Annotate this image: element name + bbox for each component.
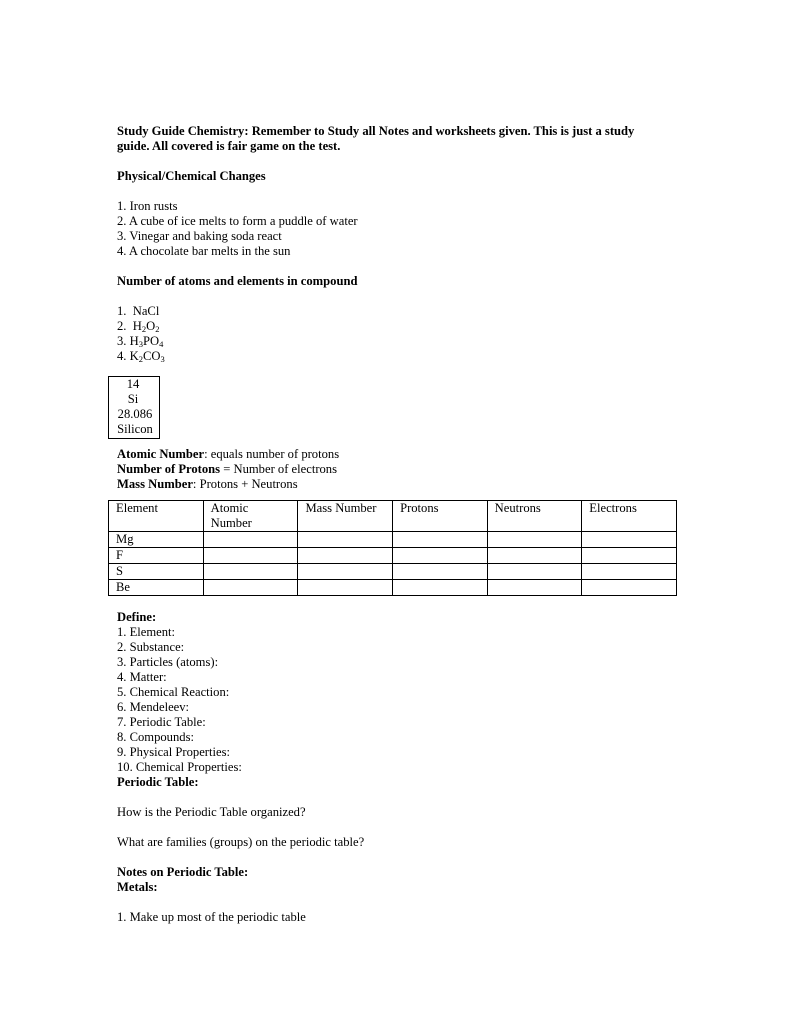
formula-symbol: H (132, 319, 142, 333)
list-item: 6. Mendeleev: (117, 700, 190, 714)
list-item: 1. Element: (117, 625, 176, 639)
table-header-cell: Mass Number (298, 501, 393, 532)
table-cell[interactable] (393, 532, 488, 548)
table-cell[interactable] (487, 580, 582, 596)
table-cell[interactable] (582, 548, 677, 564)
table-cell[interactable] (582, 532, 677, 548)
table-header-cell: Neutrons (487, 501, 582, 532)
table-cell[interactable] (487, 564, 582, 580)
formula-item (117, 334, 677, 349)
formula-item (117, 349, 677, 364)
table-cell[interactable] (298, 564, 393, 580)
list-item: 4. A chocolate bar melts in the sun (117, 244, 291, 258)
formula-item (117, 304, 677, 319)
atomic-number-term: Atomic Number (117, 447, 205, 461)
formula-number: 4. (117, 349, 130, 363)
table-cell: F (109, 548, 204, 564)
list-item: 9. Physical Properties: (117, 745, 230, 759)
formula-symbol: O (146, 319, 156, 333)
atomic-number-text: : equals number of protons (204, 447, 340, 461)
periodic-table-heading: Periodic Table: (117, 775, 199, 789)
list-item: 2. A cube of ice melts to form a puddle of water (117, 214, 358, 228)
protons-text: = Number of electrons (220, 462, 338, 476)
table-header-cell: Element (109, 501, 204, 532)
table-cell[interactable] (487, 532, 582, 548)
mass-number-term: Mass Number (117, 477, 193, 491)
table-row (109, 564, 677, 580)
formula-symbol: H (129, 334, 139, 348)
table-row (109, 532, 677, 548)
doc-title-line-2: guide. All covered is fair game on the test. (117, 139, 341, 153)
formula-subscript: 2 (141, 324, 147, 334)
table-cell[interactable] (203, 564, 298, 580)
table-cell[interactable] (298, 548, 393, 564)
notes-heading: Notes on Periodic Table: (117, 865, 249, 879)
element-box-number: 14 (126, 377, 140, 391)
formula-number: 2. (117, 319, 133, 333)
list-item: 5. Chemical Reaction: (117, 685, 230, 699)
formula-symbol: PO (142, 334, 160, 348)
formula-symbol: CO (142, 349, 161, 363)
periodic-question-1: How is the Periodic Table organized? (117, 805, 306, 819)
protons-def (117, 462, 677, 477)
table-cell[interactable] (298, 580, 393, 596)
mass-number-def (117, 477, 677, 492)
table-cell[interactable] (203, 580, 298, 596)
table-cell: Be (109, 580, 204, 596)
formula-symbol: K (129, 349, 139, 363)
formula-subscript: 3 (138, 339, 143, 349)
element-box-symbol: Si (127, 392, 139, 406)
periodic-question-2: What are families (groups) on the periodic table? (117, 835, 365, 849)
table-cell[interactable] (393, 564, 488, 580)
table-header-row (109, 501, 677, 532)
list-item: 4. Matter: (117, 670, 167, 684)
list-item: 10. Chemical Properties: (117, 760, 242, 774)
list-item: 1. Iron rusts (117, 199, 178, 213)
formula-subscript: 3 (160, 354, 165, 364)
atomic-number-header: Atomic Number (210, 501, 252, 530)
table-cell[interactable] (203, 548, 298, 564)
table-cell[interactable] (582, 580, 677, 596)
doc-title-line-1: Study Guide Chemistry: Remember to Study all Notes and worksheets given. This is just a study (117, 124, 635, 138)
table-cell[interactable] (298, 532, 393, 548)
formula-list (117, 304, 677, 364)
define-list (117, 625, 677, 775)
element-box (108, 376, 160, 439)
table-header-cell: Electrons (582, 501, 677, 532)
atomic-number-def (117, 447, 677, 462)
table-cell: Mg (109, 532, 204, 548)
metals-heading: Metals: (117, 880, 158, 894)
formula-subscript: 2 (138, 354, 143, 364)
table-cell[interactable] (203, 532, 298, 548)
table-cell: S (109, 564, 204, 580)
metals-item-1: 1. Make up most of the periodic table (117, 910, 306, 924)
atoms-heading: Number of atoms and elements in compound (117, 274, 358, 288)
formula-subscript: 2 (155, 324, 160, 334)
formula-item (117, 319, 677, 334)
table-cell[interactable] (393, 580, 488, 596)
formula-symbol: NaCl (132, 304, 160, 318)
list-item: 3. Particles (atoms): (117, 655, 219, 669)
formula-number: 1. (117, 304, 133, 318)
list-item: 3. Vinegar and baking soda react (117, 229, 282, 243)
formula-number: 3. (117, 334, 130, 348)
table-header-cell (203, 501, 298, 532)
table-cell[interactable] (487, 548, 582, 564)
table-cell[interactable] (393, 548, 488, 564)
phys-chem-list (117, 199, 677, 259)
list-item: 2. Substance: (117, 640, 185, 654)
list-item: 7. Periodic Table: (117, 715, 206, 729)
document-page (117, 124, 677, 925)
table-row (109, 580, 677, 596)
element-box-mass: 28.086 (117, 407, 153, 421)
table-row (109, 548, 677, 564)
mass-number-text: : Protons + Neutrons (192, 477, 298, 491)
formula-subscript: 4 (159, 339, 164, 349)
phys-chem-heading: Physical/Chemical Changes (117, 169, 266, 183)
list-item: 8. Compounds: (117, 730, 194, 744)
table-cell[interactable] (582, 564, 677, 580)
protons-term: Number of Protons (117, 462, 221, 476)
define-heading: Define: (117, 610, 157, 624)
element-table (108, 500, 677, 596)
element-box-name: Silicon (117, 422, 153, 436)
table-header-cell: Protons (393, 501, 488, 532)
